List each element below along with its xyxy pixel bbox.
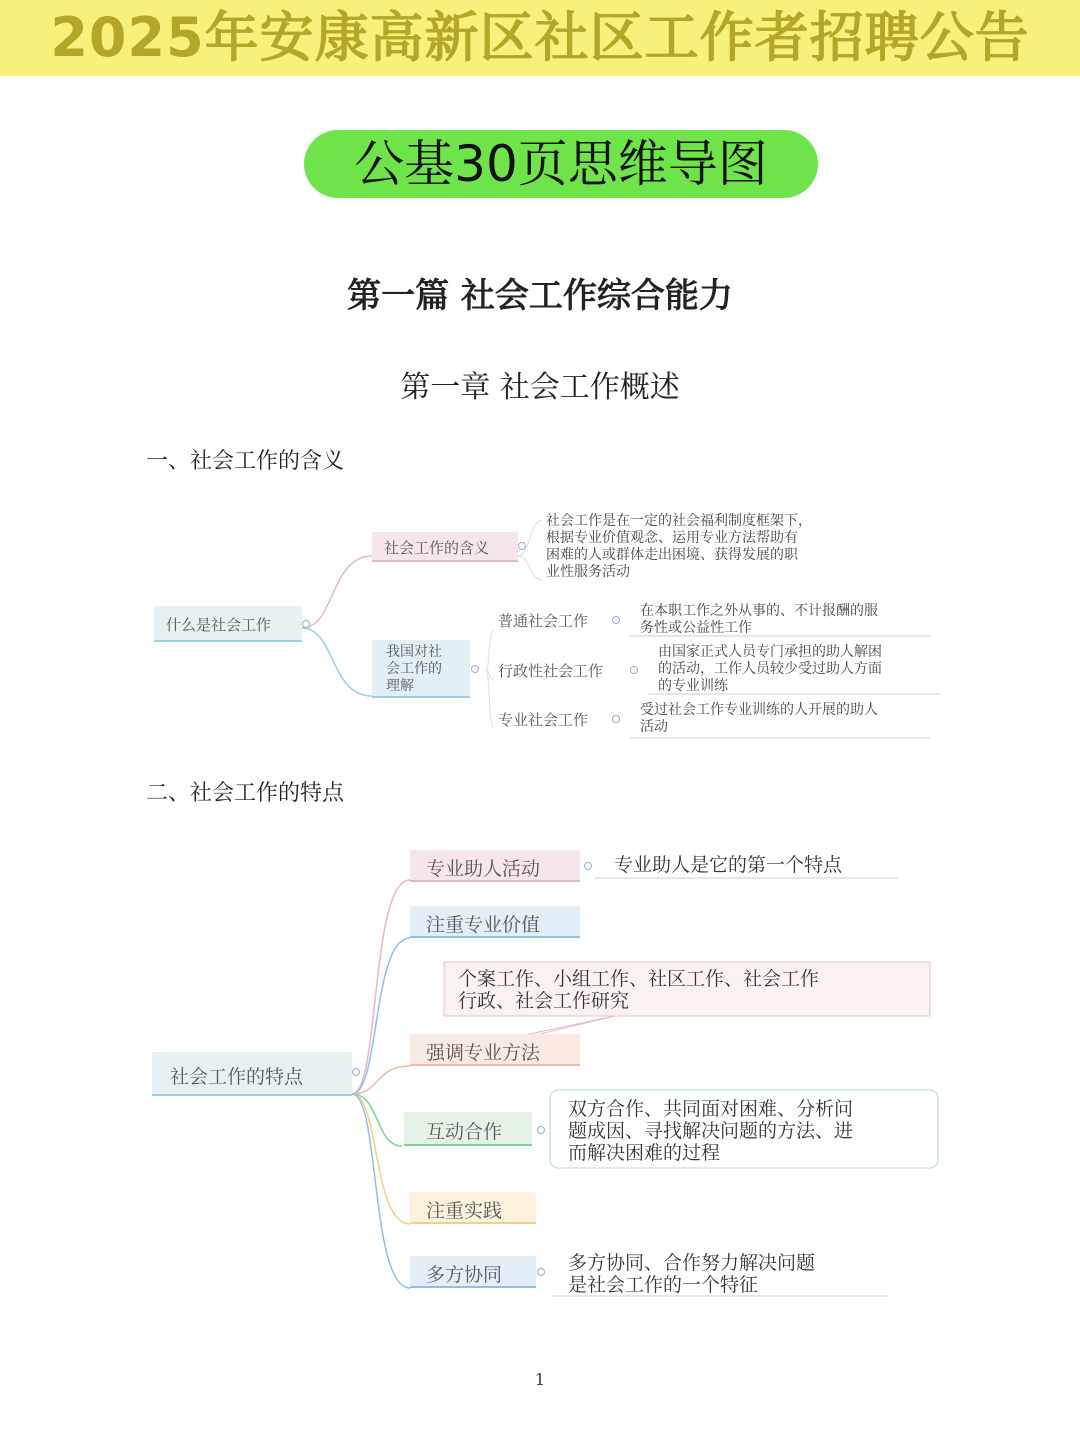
banner-title: 2025年安康高新区社区工作者招聘公告 [50, 6, 1030, 69]
root-node-features: 社会工作的特点 [152, 1052, 352, 1096]
feature-practice: 注重实践 [410, 1192, 536, 1224]
page-number: 1 [534, 1370, 546, 1389]
collapse-dot-icon [584, 862, 592, 870]
feature-methods-text: 个案工作、小组工作、社区工作、社会工作 行政、社会工作研究 [458, 968, 820, 1012]
meaning-text: 社会工作是在一定的社会福利制度框架下， 根据专业价值观念、运用专业方法帮助有 困难的人或群体走出困境、获得发展的职 业性服务活动 [546, 513, 812, 580]
type-administrative: 行政性社会工作 [498, 662, 604, 680]
feature-professional-values: 注重专业价值 [410, 906, 580, 938]
feature-professional-methods: 强调专业方法 [410, 1034, 580, 1066]
section2-heading: 二、社会工作的特点 [146, 781, 345, 806]
chapter-title: 第一章 社会工作概述 [400, 370, 680, 405]
type-administrative-text: 由国家正式人员专门承担的助人解困 的活动，工作人员较少受过助人方面 的专业训练 [658, 644, 882, 694]
collapse-dot-icon [302, 620, 310, 628]
node-understanding: 我国对社 会工作的 理解 [372, 640, 470, 698]
collapse-dot-icon [537, 1126, 545, 1134]
type-professional: 专业社会工作 [498, 711, 589, 729]
feature-interaction-text: 双方合作、共同面对困难、分析问 题成因、寻找解决问题的方法、进 而解决困难的过程 [568, 1098, 854, 1164]
type-professional-text: 受过社会工作专业训练的人开展的助人 活动 [640, 702, 878, 735]
collapse-dot-icon [612, 715, 620, 723]
subtitle-pill-text: 公基30页思维导图 [354, 135, 768, 193]
collapse-dot-icon [518, 542, 526, 550]
feature-interaction: 互动合作 [404, 1112, 532, 1146]
type-general: 普通社会工作 [498, 612, 589, 630]
collapse-dot-icon [537, 1268, 545, 1276]
node-meaning: 社会工作的含义 [372, 532, 518, 562]
feature-collaboration: 多方协同 [410, 1256, 536, 1288]
root-node-what-is-social-work: 什么是社会工作 [154, 606, 302, 642]
feature-collaboration-text: 多方协同、合作努力解决问题 是社会工作的一个特征 [568, 1252, 816, 1296]
part-title: 第一篇 社会工作综合能力 [347, 276, 733, 316]
collapse-dot-icon [352, 1068, 360, 1076]
collapse-dot-icon [471, 665, 479, 673]
feature-professional-help-text: 专业助人是它的第一个特点 [614, 854, 843, 876]
collapse-dot-icon [612, 616, 620, 624]
type-general-text: 在本职工作之外从事的、不计报酬的服 务性或公益性工作 [640, 603, 878, 636]
section1-heading: 一、社会工作的含义 [146, 449, 345, 474]
collapse-dot-icon [630, 666, 638, 674]
feature-professional-help: 专业助人活动 [410, 850, 580, 882]
